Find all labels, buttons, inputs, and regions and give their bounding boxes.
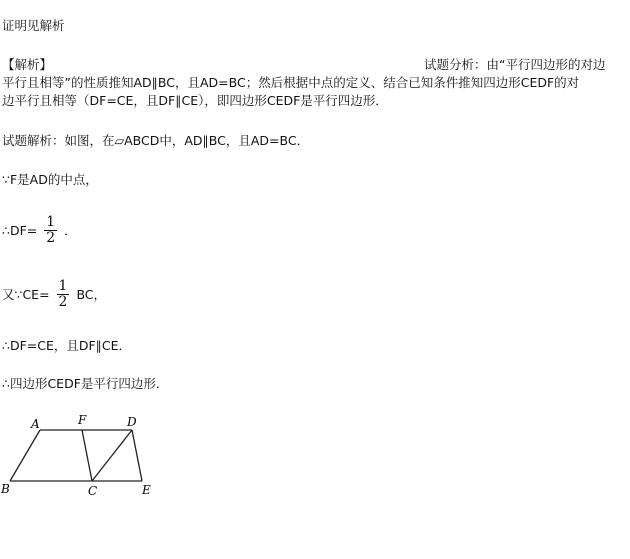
- label-e: E: [142, 483, 151, 497]
- analysis-line-2: 平行且相等”的性质推知AD∥BC，且AD=BC；然后根据中点的定义、结合已知条件推知四边形CEDF的对: [2, 75, 580, 90]
- segment-de: [132, 430, 142, 481]
- label-c: C: [88, 484, 98, 498]
- answer-line: 证明见解析: [2, 18, 65, 33]
- geometry-figure: [0, 410, 170, 509]
- fraction-one-half: [44, 215, 57, 246]
- fraction-denominator: 2: [58, 294, 68, 310]
- fraction-one-half: [57, 279, 70, 310]
- label-d: D: [127, 415, 137, 429]
- line3-prefix: ∴DF=: [2, 222, 38, 238]
- solution-line-6: ∴四边形CEDF是平行四边形．: [2, 376, 169, 391]
- solution-line-4: [2, 279, 106, 310]
- fraction-numerator: 1: [58, 278, 68, 294]
- line4-prefix: 又∵CE=: [2, 286, 50, 302]
- line3-suffix: ．: [64, 222, 77, 238]
- solution-line-3: [2, 215, 77, 246]
- analysis-heading: 【解析】: [2, 57, 53, 72]
- fraction-denominator: 2: [46, 230, 56, 246]
- segment-ab: [10, 430, 40, 481]
- parallelogram-figure: [0, 410, 170, 505]
- fraction-numerator: 1: [46, 214, 56, 230]
- solution-line-1: 试题解析：如图，在▱ABCD中，AD∥BC，且AD=BC．: [2, 133, 310, 148]
- segment-dc: [92, 430, 132, 481]
- label-a: A: [31, 417, 40, 431]
- solution-line-5: ∴DF=CE，且DF∥CE．: [2, 338, 132, 353]
- solution-line-2: ∵F是AD的中点，: [2, 172, 98, 187]
- line4-suffix: BC，: [76, 286, 107, 302]
- analysis-intro: 试题分析：由“平行四边形的对边: [424, 57, 606, 72]
- analysis-line-3: 边平行且相等（DF=CE，且DF∥CE），即四边形CEDF是平行四边形．: [2, 93, 388, 108]
- label-f: F: [78, 413, 87, 427]
- segment-fc: [82, 430, 92, 481]
- label-b: B: [1, 482, 10, 496]
